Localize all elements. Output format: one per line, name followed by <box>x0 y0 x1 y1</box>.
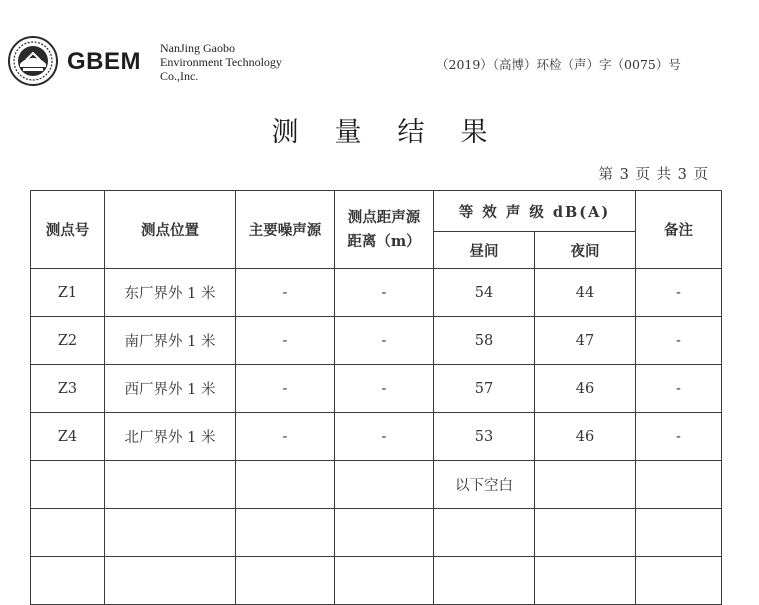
blank-cell <box>636 509 722 557</box>
cell-night: 46 <box>535 365 636 413</box>
cell-remarks: - <box>636 365 722 413</box>
blank-cell <box>636 557 722 605</box>
cell-point-id: Z1 <box>31 269 105 317</box>
report-number: （2019）（高博）环检（声）字（0075）号 <box>436 57 681 72</box>
page-title: 测量结果 <box>271 117 524 148</box>
brand-name: GBEM <box>67 48 141 75</box>
cell-night: 44 <box>535 269 636 317</box>
cell-point-id: Z4 <box>31 413 105 461</box>
cell-night: 46 <box>535 413 636 461</box>
blank-row <box>31 461 722 509</box>
cell-remarks: - <box>636 413 722 461</box>
cell-point-id: Z3 <box>31 365 105 413</box>
blank-cell <box>535 461 636 509</box>
blank-row <box>31 509 722 557</box>
blank-cell <box>105 461 236 509</box>
cell-main-source: - <box>236 269 335 317</box>
cell-remarks: - <box>636 269 722 317</box>
blank-cell <box>335 557 434 605</box>
cell-point-id: Z2 <box>31 317 105 365</box>
blank-cell <box>105 557 236 605</box>
blank-cell <box>434 557 535 605</box>
cell-day: 54 <box>434 269 535 317</box>
company-logo-icon <box>8 36 58 86</box>
blank-cell <box>31 461 105 509</box>
cell-day: 58 <box>434 317 535 365</box>
cell-day: 53 <box>434 413 535 461</box>
blank-cell <box>31 557 105 605</box>
cell-location: 北厂界外 1 米 <box>105 413 236 461</box>
page-indicator: 第 3 页 共 3 页 <box>598 167 709 183</box>
cell-main-source: - <box>236 365 335 413</box>
header-location: 测点位置 <box>105 191 236 269</box>
blank-cell <box>636 461 722 509</box>
cell-distance: - <box>335 317 434 365</box>
header-remarks: 备注 <box>636 191 722 269</box>
cell-location: 东厂界外 1 米 <box>105 269 236 317</box>
blank-cell <box>535 557 636 605</box>
cell-remarks: - <box>636 317 722 365</box>
results-table <box>30 190 722 605</box>
blank-cell <box>236 461 335 509</box>
company-line-2: Environment Technology <box>160 55 282 69</box>
blank-cell <box>335 509 434 557</box>
company-line-1: NanJing Gaobo <box>160 41 235 55</box>
table-row <box>31 317 722 365</box>
cell-distance: - <box>335 269 434 317</box>
cell-main-source: - <box>236 413 335 461</box>
header-level-group: 等 效 声 级 dB(A) <box>434 191 636 232</box>
blank-cell <box>236 557 335 605</box>
table-row <box>31 413 722 461</box>
cell-location: 南厂界外 1 米 <box>105 317 236 365</box>
header-point-id: 测点号 <box>31 191 105 269</box>
blank-note: 以下空白 <box>434 461 535 509</box>
company-line-3: Co.,Inc. <box>160 69 199 83</box>
table-row <box>31 365 722 413</box>
header-distance: 测点距声源距离（m） <box>335 191 434 269</box>
header-night: 夜间 <box>535 232 636 269</box>
cell-location: 西厂界外 1 米 <box>105 365 236 413</box>
cell-day: 57 <box>434 365 535 413</box>
table-header-row <box>31 191 722 232</box>
blank-cell <box>31 509 105 557</box>
blank-cell <box>236 509 335 557</box>
cell-distance: - <box>335 413 434 461</box>
header-day: 昼间 <box>434 232 535 269</box>
header-main-source: 主要噪声源 <box>236 191 335 269</box>
blank-cell <box>434 509 535 557</box>
cell-main-source: - <box>236 317 335 365</box>
blank-cell <box>105 509 236 557</box>
blank-cell <box>335 461 434 509</box>
cell-night: 47 <box>535 317 636 365</box>
table-row <box>31 269 722 317</box>
company-name <box>160 41 282 83</box>
cell-distance: - <box>335 365 434 413</box>
blank-row <box>31 557 722 605</box>
blank-cell <box>535 509 636 557</box>
